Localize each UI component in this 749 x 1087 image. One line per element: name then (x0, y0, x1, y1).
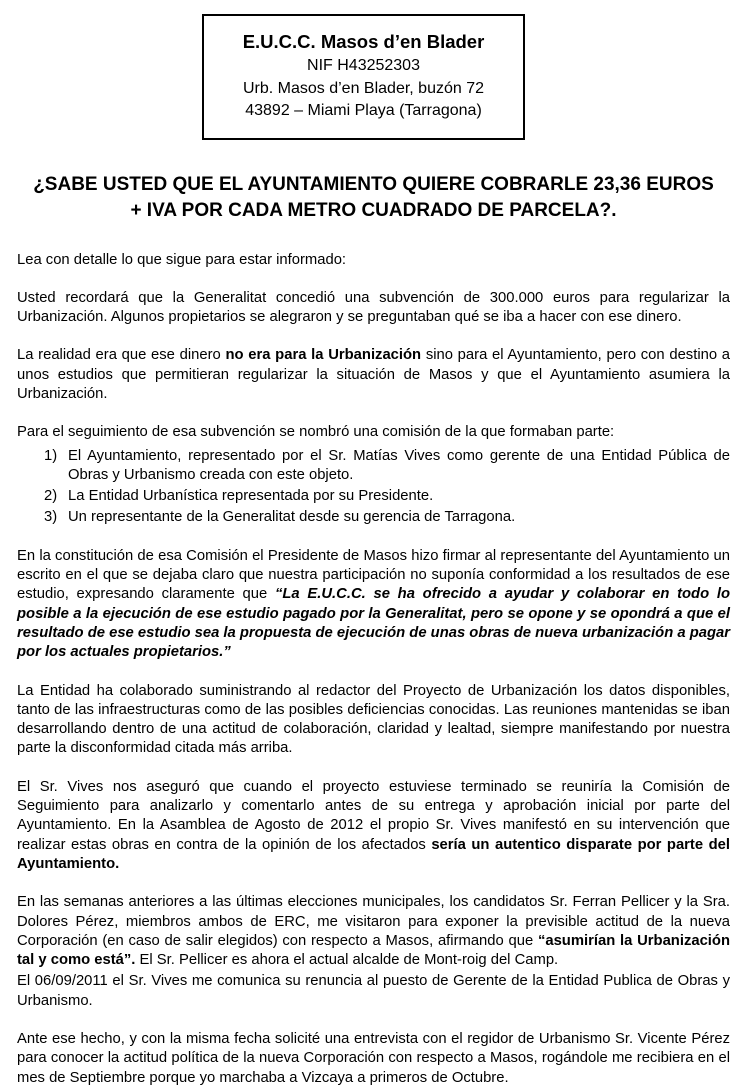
text-segment: El Sr. Vives nos aseguró que cuando el proyecto estuviese terminado se reuniría la Comisión de Seguimiento para analizarlo y comentarlo antes de su entrega y aprobación inicial por parte del Ayuntamiento. En la Asamblea de Agosto de 2012 el propio Sr. Vives manifestó en su intervención que realizar estas obras en contra de la opinión de los afectados (17, 778, 730, 853)
text-segment: no era para la Urbanización (225, 347, 422, 364)
list-item (17, 508, 730, 527)
paragraph (17, 1030, 730, 1087)
list-item-number: 2) (44, 488, 58, 505)
document-title (17, 172, 730, 224)
text-segment: La realidad era que ese dinero (17, 347, 226, 364)
text-segment: El 06/09/2011 el Sr. Vives me comunica su renuncia al puesto de Gerente de la Entidad Publica de Obras y Urbanismo. (17, 973, 730, 1009)
text-segment: sino para el Ayuntamiento, pero con destino a unos estudios que permitieran regularizar la situación de Masos y que el Ayuntamiento asumiera la Urbanización. (17, 347, 731, 402)
organization-address: Urb. Masos d’en Blader, buzón 72 (242, 79, 485, 97)
document-title-line-1: ¿SABE USTED QUE EL AYUNTAMIENTO QUIERE COBRARLE 23,36 EUROS (33, 173, 714, 195)
paragraph (17, 423, 730, 442)
paragraph (17, 346, 730, 404)
text-segment: “asumirían la Urbanización tal y como está”. (17, 932, 730, 969)
paragraph (17, 682, 730, 759)
text-segment: sería un autentico disparate por parte del Ayuntamiento. (17, 836, 730, 872)
letterhead-box (202, 14, 525, 140)
list-item-number: 1) (44, 447, 58, 464)
list-item (17, 487, 730, 506)
organization-name: E.U.C.C. Masos d’en Blader (242, 31, 485, 52)
paragraph (17, 547, 730, 663)
list-item-text: Un representante de la Generalitat desde su gerencia de Tarragona. (68, 509, 516, 526)
paragraph (17, 893, 730, 970)
text-segment: “La E.U.C.C. se ha ofrecido a ayudar y colaborar en todo lo posible a la ejecución de ese estudio pagado por la Generalitat, pero se opone y se opondrá a que el resultado de ese estudio sea la propuesta de ejecución de unas obras de nueva urbanización a pagar por los actuales propietarios.” (17, 586, 731, 661)
text-segment: Ante ese hecho, y con la misma fecha solicité una entrevista con el regidor de Urbanismo Sr. Vicente Pérez para conocer la actitud política de la nueva Corporación con respecto a Masos, rogándole me recibiera en el mes de Septiembre porque yo marchaba a Vizcaya a primeros de Octubre. (17, 1031, 730, 1086)
text-segment: El Sr. Pellicer es ahora el actual alcalde de Mont-roig del Camp. (135, 952, 559, 969)
organization-city: 43892 – Miami Playa (Tarragona) (245, 102, 482, 119)
list-item-text: El Ayuntamiento, representado por el Sr. Matías Vives como gerente de una Entidad Pública de Obras y Urbanismo creada con este objeto. (68, 447, 730, 483)
list-item-number: 3) (44, 509, 58, 526)
organization-nif: NIF H43252303 (307, 57, 420, 74)
text-segment: Usted recordará que la Generalitat concedió una subvención de 300.000 euros para regularizar la Urbanización. Algunos propietarios se alegraron y se preguntaban qué se iba a hacer con ese dinero. (17, 289, 730, 326)
paragraph (17, 972, 730, 1011)
paragraph (17, 778, 730, 874)
text-segment: Para el seguimiento de esa subvención se nombró una comisión de la que formaban parte: (17, 424, 615, 441)
numbered-list (17, 447, 730, 528)
text-segment: En las semanas anteriores a las últimas elecciones municipales, los candidatos Sr. Ferran Pellicer y la Sra. Dolores Pérez, miembros ambos de ERC, me visitaron para exponer la previsible actitud de la nueva Corporación (en caso de salir elegidos) con respecto a Masos, afirmando que (17, 894, 730, 949)
intro-line: Lea con detalle lo que sigue para estar informado: (17, 251, 347, 268)
text-segment: En la constitución de esa Comisión el Presidente de Masos hizo firmar al representante del Ayuntamiento un escrito en el que se dejaba claro que nuestra participación no suponía conformidad a los resultados de ese estudio, expresando claramente que (17, 547, 730, 603)
document-body (17, 289, 730, 1087)
list-item (17, 447, 730, 486)
list-item-text: La Entidad Urbanística representada por su Presidente. (68, 488, 434, 505)
text-segment: La Entidad ha colaborado suministrando al redactor del Proyecto de Urbanización los datos disponibles, tanto de las infraestructuras como de las posibles deficiencias conocidas. Las reuniones mantenidas se iban desarrollando dentro de una actitud de colaboración, claridad y lealtad, siempre manifestando por nuestra parte la disconformidad citada más arriba. (17, 682, 730, 757)
paragraph (17, 289, 730, 328)
document-title-line-2: + IVA POR CADA METRO CUADRADO DE PARCELA?. (130, 199, 617, 221)
